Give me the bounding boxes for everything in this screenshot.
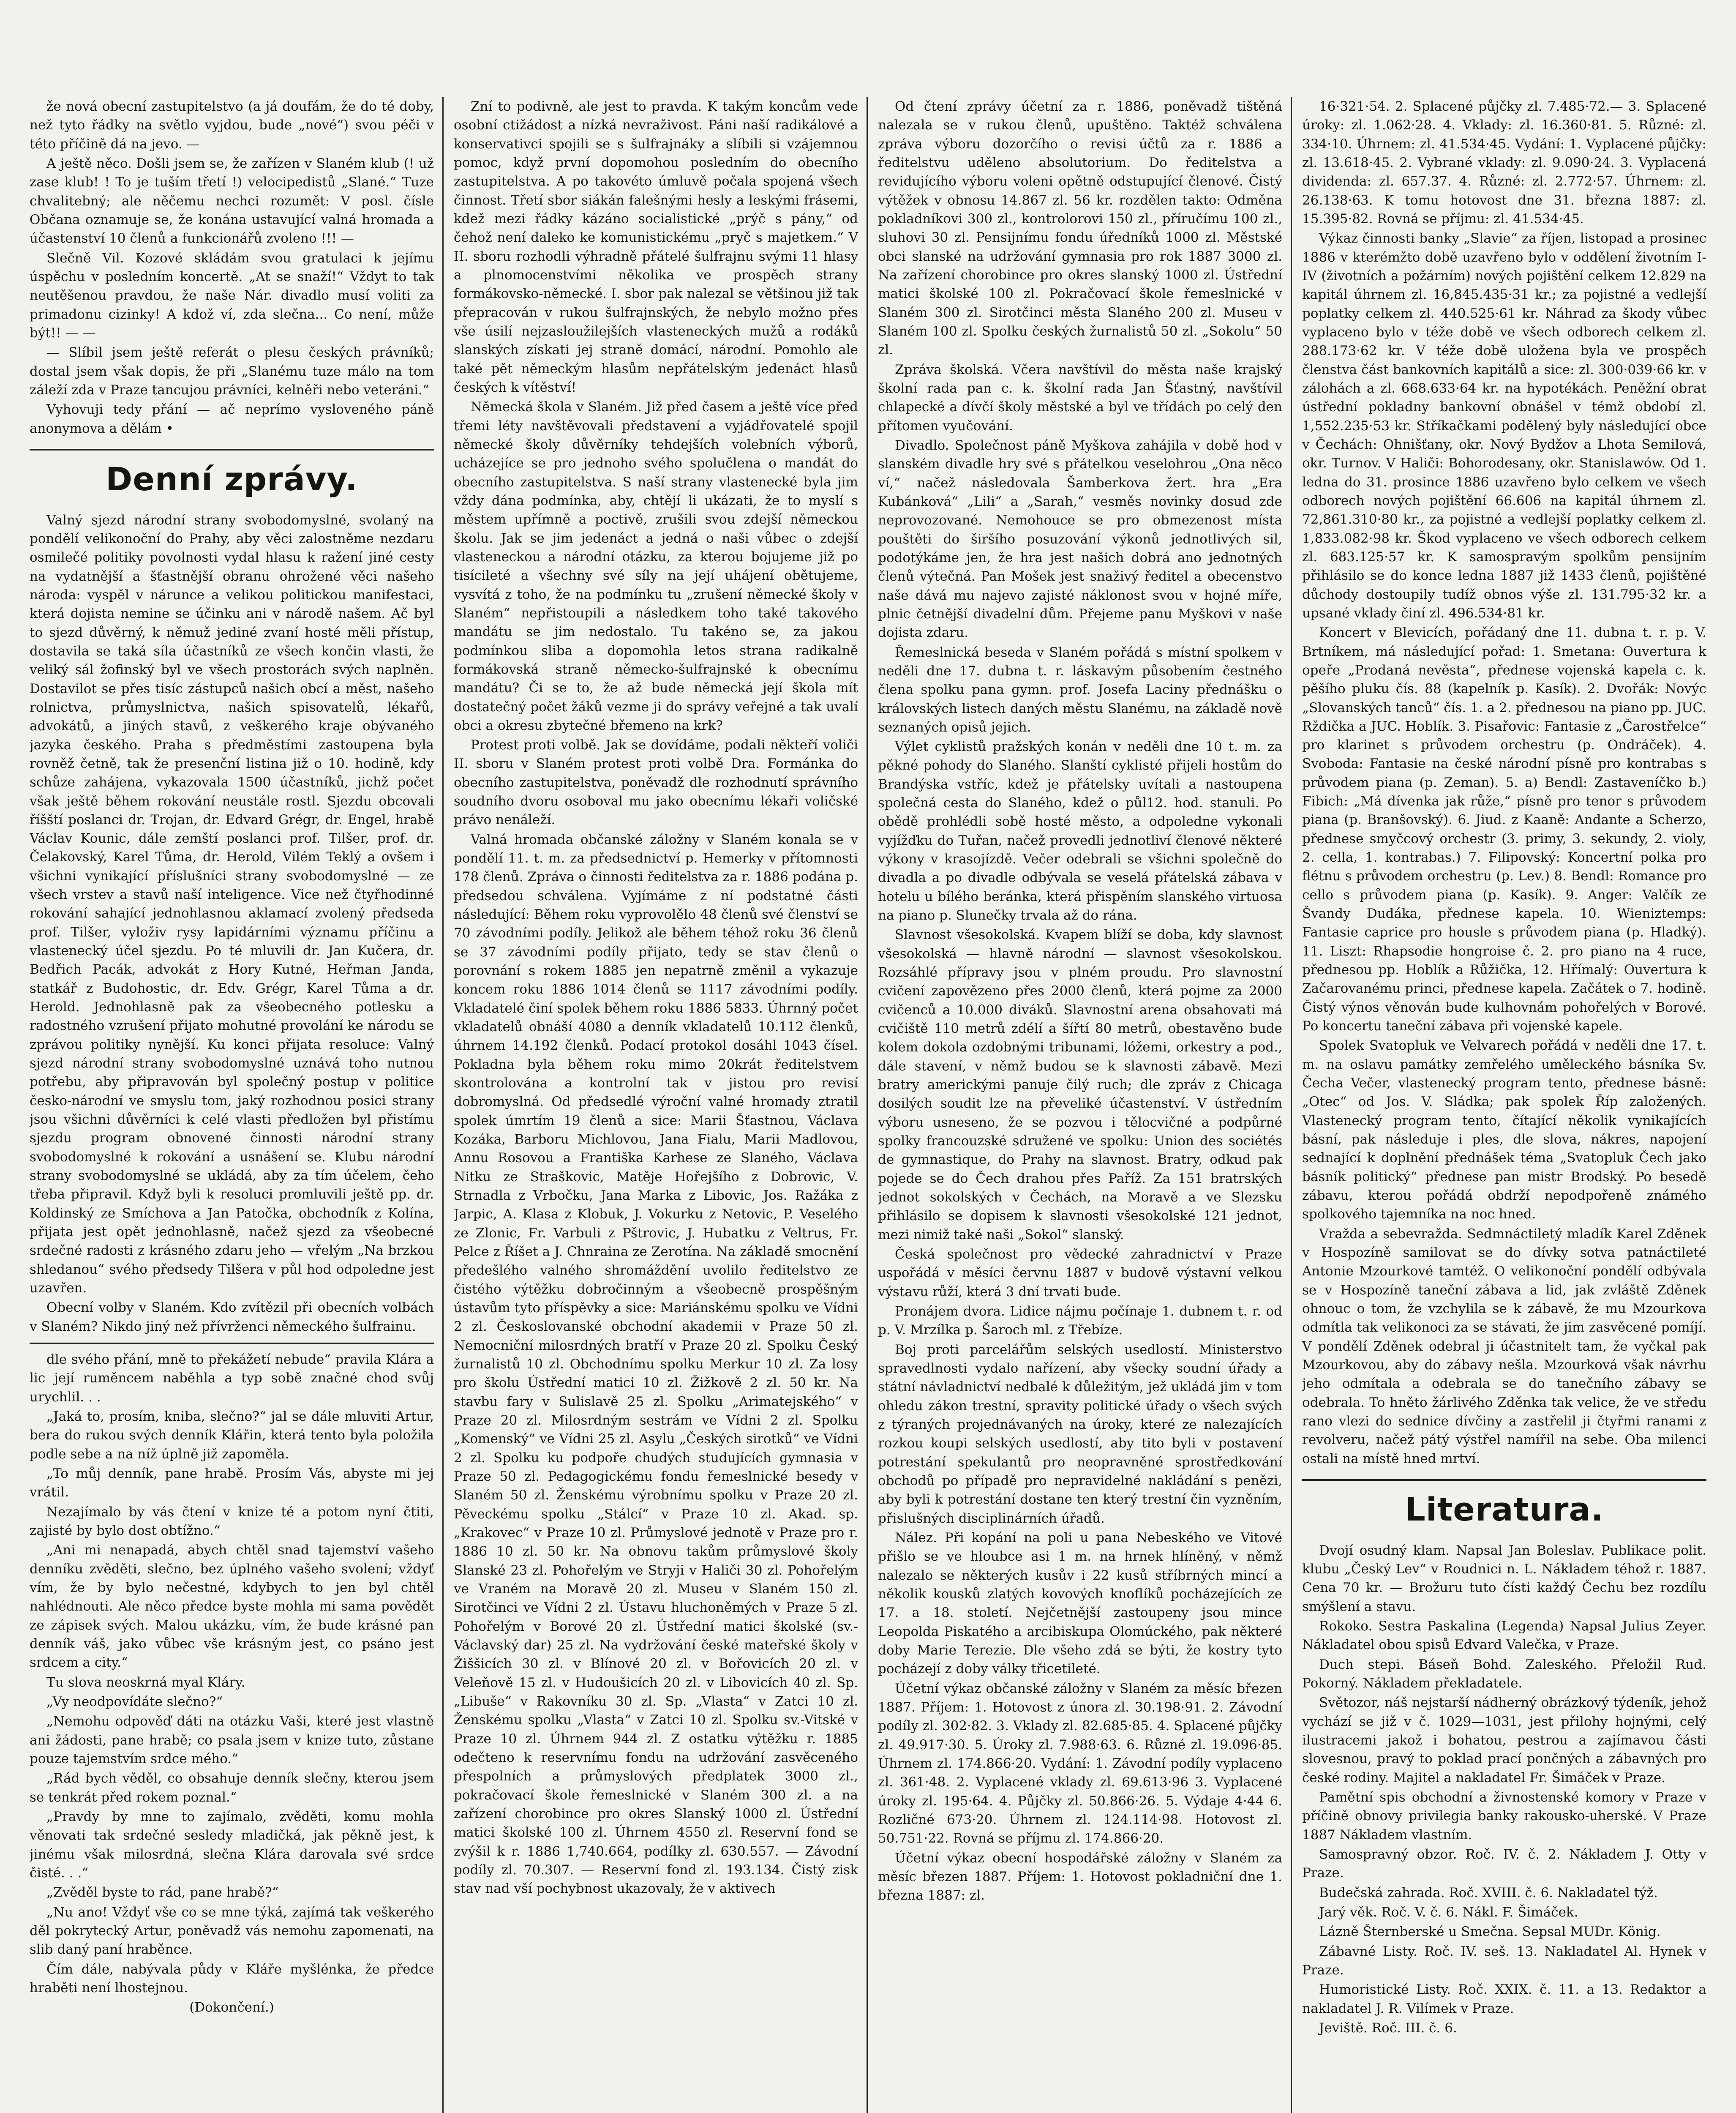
paragraph: Německá škola v Slaném. Již před časem a ještě více před třemi léty navštěvovali představení a vyjádřovatelé spojil německé školy důvěrníky tehdejších volebních výborů, ucházejíce se pro jednoho svého spolučlena o mandát do obecního zastupitelstva. S naší strany vlastenecké byla jim vždy dána podmínka, aby, chtějí li ukázati, že to myslí s městem upřímně a poctivě, zrušili svou zdejší německou školu. Jak se jim jedenáct a jedná o naši vůbec o zdejší vlasteneckou a národní otázku, za kterou bojujeme již po tisícileté a všechny své síly na její uhájení obětujeme, vysvítá z toho, že na podmínku tu „zrušení německé školy v Slaném“ nepřistoupili a následkem toho také takového mandátu se jim nedostalo. Tu takéno se, za jakou podmínkou sliba a dopomohla letos strana radikalně formákovská straně německo-šulfrajnské k obecnímu mandátu? Či se to, že až bude německá její škola mít dostatečný počet žáků vezme ji do správy veřejné a tak uvalí obci a okresu zbytečné břemeno na krk? xyxy=(454,399,858,733)
paragraph: „Vy neodpovídáte slečno?“ xyxy=(46,1694,223,1709)
paragraph: Zábavné Listy. Roč. IV. seš. 13. Nakladatel Al. Hynek v Praze. xyxy=(1302,1944,1706,1978)
paragraph: „Zvěděl byste to rád, pane hrabě?“ xyxy=(46,1885,279,1900)
paragraph: Pronájem dvora. Lidice nájmu počínaje 1. dubnem t. r. od p. V. Mrzílka p. Šaroch ml. z Třebíze. xyxy=(878,1304,1282,1338)
column-4 xyxy=(1302,97,1706,2113)
paragraph: Rokoko. Sestra Paskalina (Legenda) Napsal Julius Zeyer. Nákladatel obou spisů Edvard Valečka, v Praze. xyxy=(1302,1618,1706,1653)
paragraph: Koncert v Blevicích, pořádaný dne 11. dubna t. r. p. V. Brtníkem, má následující pořad: 1. Smetana: Ouvertura k opeře „Prodaná nevěsta“, přednese vojenská kapela c. k. pěšího pluku čís. 88 (kapelník p. Kasík). 2. Dvořák: Novýc „Slovanských tanců“ čís. 1. a 2. přednesou na piano pp. JUC. Rždička a JUC. Hoblík. 3. Pisařovic: Fantasie z „Čarostřelce“ pro klarinet s průvodem orchestru (p. Ondráček). 4. Svoboda: Fantasie na české národní písně pro kontrabas s průvodem piana (p. Zeman). 5. a) Bendl: Zastaveníčko b.) Fibich: „Má dívenka jak růže,“ písně pro tenor s průvodem piana (p. Branšovský). 6. Jiud. z Kaaně: Andante a Scherzo, přednese smyčcový orchestr (3. primy, 3. sekundy, 2. violy, 2. cella, 1. kontrabas.) 7. Filipovský: Koncertní polka pro flétnu s průvodem orchestru (p. Lev.) 8. Bendl: Romance pro cello s průvodem piana (p. Kasík). 9. Anger: Valčík ze Švandy Dudáka, přednese kapela. 10. Wieniztemps: Fantasie caprice pro housle s průvodem piana (p. Hladký). 11. Liszt: Rhapsodie hongroise č. 2. pro piano na 4 ruce, přednesou pp. Hoblík a Růžička, 12. Hřímalý: Ouvertura k Začarovanému princi, přednese kapela. Začátek o 7. hodině. Čistý výnos věnován bude kulhovnám pohořelých v Borové. Po koncertu taneční zábava při vojenské kapele. xyxy=(1302,625,1706,1034)
paragraph: Valný sjezd národní strany svobodomyslné, svolaný na pondělí velikonoční do Prahy, aby věci zalostněme nezdaru osmilečé politiky povolnosti vydal hlasu k ražení jiné cesty na vydatnější a šťastnější obranu ohrožené věci našeho národa: vyspěl v nárunce a velikou politickou manifestaci, která dojista nemine se účinku ani v národě našem. Ač byl to sjezd důvěrný, k němuž jediné zvaní hosté měli přístup, dostavila se taká síla účastníků ze všech končin vlasti, že veliký sál žofinský byl ve všech prostorách svých naplněn. Dostavilot se přes tisíc zástupců našich obcí a měst, našeho rolnictva, průmyslnictva, našich spisovatelů, lékařů, advokátů, a jiných stavů, z veškerého kraje obývaného jazyka českého. Praha s předměstími zastoupena byla rovněž četně, tak že presenční listina již o 10. hodině, kdy schůze zahájena, vykazovala 1500 účastníků, jichž počet však ještě během rokování neustále rostl. Sjezdu obcovali říšští poslanci dr. Trojan, dr. Edvard Grégr, dr. Engel, hrabě Václav Kounic, dále zemští poslanci prof. Tilšer, prof. dr. Čelakovský, Karel Tůma, dr. Herold, Vilém Teklý a ovšem i všichni vynikající příslušníci strany svobodomyslné — ze všech vrstev a stavů naší inteligence. Vice než čtyřhodinné rokování sahající jednohlasnou aklamací zvolený předseda prof. Tilšer, vyloživ rysy lapidárními významu příčinu a vlastenecký účel sjezdu. Po té mluvili dr. Jan Kučera, dr. Bedřich Pacák, advokát z Hory Kutné, Heřman Janda, statkář z Budohostic, dr. Edv. Grégr, Karel Tůma a dr. Herold. Jednohlasně pak za všeobecného potlesku a radostného vzrušení přijato mohutné provolání ke národu se zprávou politiky nynější. Ku konci přijata resoluce: Valný sjezd národní strany svobodomyslné uznává toho nutnou potřebu, aby připravován byl společný postup v politice česko-národní ve smyslu tom, jaký rozhodnou posici strany jsou všichni důvěrníci k celé vlasti předložen byl přistímu sjezdu program obnovené činnosti národní strany svobodomyslné k rokování a usnášení se. Klubu národní strany svobodomyslné se ukládá, aby za tím účelem, čeho třeba připravil. Když byli k resoluci promluvili ještě pp. dr. Koldinský ze Smíchova a Jan Patočka, obchodník z Kolína, přijata jest opět jednohlasně, načež sjezd za všeobecné srdečné radosti z krásného zdaru jeho — vřelým „Na brzkou shledanou“ svého předsedy Tilšera v půl hod odpoledne jest uzavřen. xyxy=(30,512,434,1296)
paragraph: Jeviště. Roč. III. č. 6. xyxy=(1319,2020,1457,2036)
paragraph: Valná hromada občanské záložny v Slaném konala se v pondělí 11. t. m. za předsednictví p. Hemerky v přítomnosti 178 členů. Zpráva o činnosti ředitelstva za r. 1886 podána p. předsedou schválena. Vyjímáme z ní podstatné části následující: Během roku vyprovolělo 48 členů své členství se 70 závodními podíly. Jelikož ale během téhož roku 36 členů se 37 závodními podíly přijato, tedy se stav členů o porovnání s rokem 1885 jen nepatrně změnil a vykazuje koncem roku 1886 1014 členů se 1117 závodními podíly. Vkladatelé činí spolek během roku 1886 5833. Úhrnný počet vkladatelů obnáší 4080 a denník vkladatelů 10.112 členků, úhrnem 14.192 členků. Podací protokol dosáhl 1043 čísel. Pokladna byla během roku mimo 20krát ředitelstvem skontrolována a kontrolní tak v jistou pro revisí dobromyslná. Od předsedlé výroční valné hromady ztratil spolek úmrtím 19 členů a sice: Marii Šťastnou, Václava Kozáka, Barboru Michlovou, Jana Fialu, Marii Madlovou, Annu Rosovou a Františka Karhese ze Slaného, Václava Nitku ze Straškovic, Matěje Hořejšího z Dobrovic, V. Strnadla z Vrbočku, Jana Marka z Libovic, Jos. Ražáka z Jarpic, A. Klasa z Klobuk, J. Vokurku z Netovic, P. Veselého ze Zlonic, Fr. Varbuli z Pštrovic, J. Hubatku z Veltrus, Fr. Pelce z Říšet a J. Chnraina ze Zerotína. Na základě smocnění předešlého valného shromáždění uvolilo ředitelstvo ze čistého výtěžku dobročinným a všeobecně prospěšným ústavům tyto příspěvky a sice: Mariánskému spolku ve Vídni 2 zl. Českoslovanské obchodní akademii v Praze 50 zl. Nemocniční milosrdných bratří v Praze 20 zl. Spolku Český žurnalistů 10 zl. Obchodnímu spolku Merkur 10 zl. Za losy pro školu Ústřední matici 10 zl. Žižkově 2 zl. 50 kr. Na stavbu fary v Sulislavě 25 zl. Spolku „Arimatejského“ v Praze 20 zl. Milosrdným sestrám ve Vídni 2 zl. Spolku „Komenský“ ve Vídni 25 zl. Asylu „Českých sirotků“ ve Vídni 2 zl. Spolku ku podpoře chudých studujících gymnasia v Praze 50 zl. Pedagogickému fondu řemeslnické besedy v Slaném 50 zl. Ženskému výrobnímu spolku v Praze 20 zl. Pěveckému spolku „Stálcí“ v Praze 10 zl. Akad. sp. „Krakovec“ v Praze 10 zl. Průmyslové jednotě v Praze pro r. 1886 10 zl. 50 kr. Na obnovu takům průmyslové školy Slanské 23 zl. Pohořelým ve Stryji v Haliči 30 zl. Pohořelým ve Vraném na Moravě 20 zl. Museu v Slaném 150 zl. Sirotčinci ve Vídni 2 zl. Ústavu hluchoněmých v Praze 5 zl. Pohořelým v Borové 20 zl. Ústřední matici školské (sv.-Václavský dar) 25 zl. Na vydržování české mateřské školy v Žiššicích 30 zl. v Blínové 20 zl. v Bořovicích 20 zl. v Veleňově 15 zl. v Hudoušicích 20 zl. v Libovicích 40 zl. Sp. „Libuše“ v Rakovníku 30 zl. Sp. „Vlasta“ v Zatci 10 zl. Ženskému spolku „Vlasta“ v Zatci 10 zl. Spolku sv.-Vitské v Praze 10 zl. Úhrnem 944 zl. Z ostatku výtěžku r. 1885 odečteno k reservnímu fondu na udržování zasvěceného přespolních a průmyslových předplatek 3000 zl., pokračovací škole řemeslnické v Slaném 300 zl. a na zařízení chorobince pro okres Slanský 1000 zl. Ústřední matici školské 100 zl. Úhrnem 4550 zl. Reservní fond se zvýšil k r. 1886 1,740.664, podílky zl. 630.557. — Závodní podíly zl. 70.307. — Reservní fond zl. 193.134. Čistý zisk stav nad vší pochybnost ukazovaly, že v aktivech xyxy=(454,832,858,1897)
column-3 xyxy=(878,97,1292,2113)
col1-top xyxy=(30,97,434,438)
paragraph: Od čtení zprávy účetní za r. 1886, poněvadž tištěná nalezala se v rukou členů, upuštěno. Taktéž schválena zpráva výboru dozorčího o revisi účtů za r. 1886 a ředitelstvu uděleno absolutorium. Do ředitelstva a revidujícího výboru voleni opětně odstupující členové. Čistý výtěžek v obnosu 14.867 zl. 56 kr. rozdělen takto: Odměna pokladníkovi 300 zl., kontrolorovi 150 zl., příručímu 100 zl., sluhovi 30 zl. Pensijnímu fondu úředníků 1000 zl. Městské obci slanské na udržování gymnasia pro rok 1887 3000 zl. Na zařízení chorobince pro okres slanský 1000 zl. Ústřední matici školské 100 zl. Pokračovací škole řemeslnické v Slaném 300 zl. Sirotčinci města Slaného 200 zl. Museu v Slaném 100 zl. Spolku českých žurnalistů 50 zl. „Sokolu“ 50 zl. xyxy=(878,99,1282,358)
paragraph: Výkaz činnosti banky „Slavie“ za říjen, listopad a prosinec 1886 v kterémžto době uzavřeno bylo v oddělení životním I-IV (životních a požárním) nových pojištění celkem 12.829 na kapitál úhrnem zl. 16,845.435·31 kr.; za pojistné a vedlejší poplatky celkem zl. 440.525·61 kr. Náhrad za škody vůbec vyplaceno bylo v téže době ve všech odborech celkem zl. 288.173·62 kr. V téže době uložena byla ve prospěch členstva část bankovních kapitálů a sice: zl. 300·039·66 kr. v zálohách a zl. 668.633·64 kr. na hypotékách. Peněžní obrat ústřední pokladny bankovní obnášel v témž období zl. 1,552.235·53 kr. Stříkačkami podělený byly následující obce v Čechách: Ohnišťany, okr. Nový Bydžov a Lhota Semilová, okr. Turnov. V Haliči: Bohorodesany, okr. Stanislawów. Od 1. ledna do 31. prosince 1886 uzavřeno bylo celkem ve všech odborech nových pojištění 66.606 na kapitál úhrnem zl. 72,861.310·80 kr., za pojistné a vedlejší poplatky celkem zl. 1,833.082·98 kr. Škod vyplaceno ve všech odborech celkem zl. 683.125·57 kr. K samospravým spolkům pensijním přihlásilo se do konce ledna 1887 již 1433 členů, pojištěné důchody dostoupily tudíž obnos výše zl. 131.795·32 kr. a upsané vklady činí zl. 496.534·81 kr. xyxy=(1302,231,1706,621)
paragraph: že nová obecní zastupitelstvo (a já doufám, že do té doby, než tyto řádky na světlo vyjdou, bude „nové“) svou péči v této příčině dá na jevo. — xyxy=(30,99,434,152)
column-1 xyxy=(30,97,444,2113)
paragraph: Spolek Svatopluk ve Velvarech pořádá v neděli dne 17. t. m. na oslavu památky zemřelého uměleckého básníka Sv. Čecha Večer, vlastenecký program tento, přednese básně: „Otec“ od Jos. V. Sládka; pak spolek Říp založených. Vlastenecký program tento, čítající několik vynikajících básní, pak následuje i ples, dle slova, nákres, napojení sednající k doplnění přednášek téma „Svatopluk Čech jako básník politický“ přednese pan mistr Brodský. Po besedě zábavu, kterou pořádá obdrží nepodpořeně známého spolkového tajemníka na noc hned. xyxy=(1302,1038,1706,1222)
story-end: (Dokončení.) xyxy=(189,2000,274,2015)
paragraph: Nález. Při kopání na poli u pana Nebeského ve Vitové přišlo se ve hloubce asi 1 m. na hrnek hlíněný, v němž nalezalo se některých kusův i 22 kusů stříbrných mincí a několik kousků zlatých kovových knoflíků pocházejících ze 17. a 18. století. Nejčetnější zastoupeny jsou mince Leopolda Piskatého a arcibiskupa Olomúckého, pak některé doby Marie Terezie. Dle všeho zdá se býti, že kostry tyto pocházejí z doby války třicetileté. xyxy=(878,1530,1282,1677)
paragraph: Zní to podivně, ale jest to pravda. K takým koncům vede osobní ctižádost a nízká nevraživost. Páni naší radikálové a konservativci spojili se s šulfrajnáky a slíbili si vzájemnou pomoc, když první dopomohou posledním do obecního zastupitelstva. A po takovéto úmluvě počala spojená všech činnost. Třetí sbor siákán falešnými hesly a leskými frásemi, kdež mezi řádky kázáno socialistické „prýč s pány,“ od čehož není daleko ke komunistickému „pryč s majetkem.“ V II. sboru rozhodli výhradně přátelé šulfrajnu svými 11 hlasy a plnomocenstvími několika ve prospěch strany formákovsko-německé. I. sbor pak nalezal se většinou již tak přepracován v rukou šulfrajnských, že nebylo možno přes vše úsilí nejzasloužilejších vlasteneckých mužů a rodáků slanských získati jej straně domácí, národní. Pomohlo ale také pět německým hlasům nepřátelským jedenáct hlasů českých k vítěství! xyxy=(454,99,858,395)
paragraph: Duch stepi. Báseň Bohd. Zaleského. Přeložil Rud. Pokorný. Nákladem překladatele. xyxy=(1302,1657,1706,1691)
columns xyxy=(30,97,1706,2113)
paragraph: Protest proti volbě. Jak se dovídáme, podali někteří voliči II. sboru v Slaném protest proti volbě Dra. Formánka do obecního zastupitelstva, poněvadž dle rozhodnutí správního soudního dvoru osoboval mu jako obecnímu lékaři voličské právo nenáleží. xyxy=(454,737,858,828)
paragraph: — Slíbil jsem ještě referát o plesu českých právníků; dostal jsem však dopis, že při „Slanému tuze málo na tom záleží zda v Praze tancujou právníci, kelněři nebo veteráni.“ xyxy=(30,345,434,398)
paragraph: 16·321·54. 2. Splacené půjčky zl. 7.485·72.— 3. Splacené úroky: zl. 1.062·28. 4. Vklady: zl. 16.360·81. 5. Různé: zl. 334·10. Úhrnem: zl. 41.534·45. Vydání: 1. Vyplacené půjčky: zl. 13.618·45. 2. Vybrané vklady: zl. 9.090·24. 3. Vyplacená dividenda: zl. 657.37. 4. Různé: zl. 2.772·57. Úhrnem: zl. 26.138·63. K tomu hotovost dne 31. března 1887: zl. 15.395·82. Rovná se příjmu: zl. 41.534·45. xyxy=(1302,99,1706,227)
paragraph: „Nu ano! Vždyť vše co se mne týká, zajímá tak veškerého děl pokrytecký Artur, poněvadž vás nemohu zapomenati, na slib daný paní hraběnce. xyxy=(30,1904,434,1957)
paragraph: Humoristické Listy. Roč. XXIX. č. 11. a 13. Redaktor a nakladatel J. R. Vilímek v Praze. xyxy=(1302,1982,1706,2016)
paragraph: Slečně Vil. Kozové skládám svou gratulaci k jejímu úspěchu v posledním koncertě. „At se snaží!“ Vždyt to tak neutěšenou pravdou, že naše Nár. divadlo musí voliti za primadonu cizinky! A kdož ví, zda slečna... Co není, může být!! — — xyxy=(30,250,434,341)
paragraph: „To můj denník, pane hrabě. Prosím Vás, abyste mi jej vrátil. xyxy=(30,1466,434,1500)
paragraph: Obecní volby v Slaném. Kdo zvítězil při obecních volbách v Slaném? Nikdo jiný než přívrženci německého šulfrainu. xyxy=(30,1300,434,1334)
paragraph: Vražda a sebevražda. Sedmnáctiletý mladík Karel Zděnek v Hospozíně samilovat se do dívky sotva patnáctileté Antonie Mzourkové tamtéž. O velikonoční pondělí odbývala se v Hospozíně taneční zábava a lid, jak zvláště Zděnek ohnouc o tom, že vzchylila se k zábavě, že mu Mzourkova odmítla tak velikonoci za se stávati, že jim zasvěcené pomíjí. V pondělí Zděnek odebral ji účastnitelt tam, že vyčkal pak Mzourkovou, aby do zábavy nešla. Mzourková však návrhu jeho odmítala a odebrala se do tanečního zábavy se odebrala. To hněto žárlivého Zděnka tak velice, že ve středu rano vlezi do sednice dívčiny a zastřelil ji čtyřmi ranami z revolveru, načež pátý výstřel namířil na sebe. Oba milenci ostali na místě hned mrtví. xyxy=(1302,1226,1706,1466)
paragraph: Světozor, náš nejstarší nádherný obrázkový týdeník, jehož vychází se již v č. 1029—1031, jest přilohy hojnými, celý ilustracemi jakož i bohatou, pestrou a zajímavou části slovesnou, pravý to poklad prací pončných a zábavných pro české rodiny. Majitel a nakladatel Fr. Šimáček v Praze. xyxy=(1302,1695,1706,1785)
paragraph: „Nemohu odpověď dáti na otázku Vaši, které jest vlastně ani žádosti, pane hrabě; co psala jsem v knize tuto, zůstane pouze tajemstvím srdce mého.“ xyxy=(30,1714,434,1766)
paragraph: Slavnost všesokolská. Kvapem blíží se doba, kdy slavnost všesokolská — hlavně národní — slavnost všesokolskou. Rozsáhlé přípravy jsou v plném proudu. Pro slavnostní cvičení zapovězeno přes 2000 členů, která pojme za 2000 cvičenců a 10.000 diváků. Slavnostní arena obsahovati má cvičiště 110 metrů zdélí a šířtí 80 metrů, obestavěno bude kolem dokola ozdobnými tribunami, lóžemi, orkestry a pod., dále stavení, v němž budou se k slavnosti zábavě. Mezi bratry americkými panuje čilý ruch; dle zpráv z Chicaga dosilých soudit lze na převeliké účastenství. V ústředním výboru usneseno, že se pozvou i tělocvičné a podpůrné spolky francouzské sdružené ve spolku: Union des sociétés de gymnastique, do Prahy na slavnost. Bratry, odkud pak pojede se do Čech drahou přes Paříž. Za 151 bratrských jednot sokolských v Čechách, na Moravě a ve Slezsku přihlásilo se dopisem k slavnosti všesokolské 121 jednot, mezi nimiž také naši „Sokol“ slanský. xyxy=(878,927,1282,1242)
col1-news xyxy=(30,511,434,1336)
paragraph: Lázně Šternberské u Smečna. Sepsal MUDr. König. xyxy=(1319,1924,1661,1940)
paragraph: Boj proti parcelářům selských usedlostí. Ministerstvo spravedlnosti vydalo nařízení, aby všecky soudní úřady a státní návladnictví nedbalé k důležitým, jež ukládá jim v tom ohledu zákon trestní, spravity politické úřady o všech svých z týraných projednávaných na úroky, které ze nalezajících rozkou koupi selských usedlostí, aby tito byli v postavení potrestání spekulantů pro neopravněné sprostředkování obchodů po případě pro nepravidelné nakládání s penězi, aby byli k potrestání dostane ten který trestní čin vyzněním, přislušných disciplinárních úřadů. xyxy=(878,1342,1282,1526)
col1-story xyxy=(30,1350,434,2017)
column-2 xyxy=(454,97,868,2113)
paragraph: Jarý věk. Roč. V. č. 6. Nákl. F. Šimáček. xyxy=(1319,1904,1578,1920)
paragraph: Nezajímalo by vás čtení v knize té a potom nyní čtiti, zajisté by bylo dost obtížno.“ xyxy=(30,1504,434,1538)
section-title-literatura: Literatura. xyxy=(1302,1479,1706,1533)
paragraph: Divadlo. Společnost páně Myškova zahájila v době hod v slanském divadle hry své s přátelkou veselohrou „Ona něco ví,“ načež následovala Šamberkova žert. hra „Era Kubánková“ „Lili“ a „Sarah,“ vesměs novinky dosud zde neprovozované. Nemohouce se pro obmezenost místa pouštěti do širšího posuzování výkonů jednotlivých sil, podotýkáme jen, že hra jest našich dobrá ano jednotných členů výtečná. Pan Mošek jest snaživý ředitel a obecenstvo naše dává mu najevo zajisté náklonost svou v hojné míře, plnic četnější divadelní dům. Přejeme panu Myškovi v naše dojista zdaru. xyxy=(878,437,1282,641)
paragraph: „Rád bych věděl, co obsahuje denník slečny, kterou jsem se tenkrát před rokem poznal.“ xyxy=(30,1771,434,1805)
paragraph: Tu slova neoskrná myal Kláry. xyxy=(46,1674,245,1690)
paragraph: Čím dále, nabývala půdy v Kláře myšlénka, že předce hraběti není lhostejnou. xyxy=(30,1961,434,1996)
section-title-denni-zpravy: Denní zprávy. xyxy=(30,449,434,502)
paragraph: Výlet cyklistů pražských konán v neděli dne 10 t. m. za pěkné pohody do Slaného. Slanští cyklisté přijeli hostům do Brandýska vstříc, kdež je přátelsky uvítali a nastoupena společná cesta do Slaného, kdež o půl12. hod. stanuli. Po obědě prohlédli sobě hosté město, a odpoledne vykonali vyjížďku do Tuřan, načež provedli jednotliví členové některé výkony v krasojízdě. Večer odebrali se všichni společně do divadla a po divadle odbývala se veselá přátelská zábava v hotelu u bílého beránka, která přispěním slanského virtuosa na piano p. Slunečky trvala až do rána. xyxy=(878,739,1282,923)
paragraph: Pamětní spis obchodní a živnostenské komory v Praze v příčině obnovy privilegia banky rakousko-uherské. V Praze 1887 Nákladem vlastním. xyxy=(1302,1789,1706,1843)
paragraph: „Ani mi nenapadá, abych chtěl snad tajemství vašeho denníku zvěděti, slečno, bez úplného vašeho svolení; vždyť vím, že by bylo nečestné, kdybych to jen byl chtěl nahlédnouti. Ale něco předce byste mohla mi sama povědět ze zápisek svých. Malou ukázku, vím, že bude krásné pan denník váš, jako vůbec vše krásným jest, co psáno jest srdcem a city.“ xyxy=(30,1542,434,1671)
paragraph: Vyhovuji tedy přání — ač neprímo vysloveného páně anonymova a dělám • xyxy=(30,402,434,436)
paragraph: Účetní výkaz občanské záložny v Slaném za měsíc březen 1887. Příjem: 1. Hotovost z února zl. 30.198·91. 2. Závodní podíly zl. 302·82. 3. Vklady zl. 82.685·85. 4. Splacené půjčky zl. 49.917·30. 5. Úroky zl. 7.988·63. 6. Různé zl. 19.096·85. Úhrnem zl. 174.866·20. Vydání: 1. Závodní podíly vyplaceno zl. 361·48. 2. Vyplacené vklady zl. 69.613·96 3. Vyplacené úroky zl. 195·64. 4. Půjčky zl. 50.866·26. 5. Výdaje 4·44 6. Rozličné 673·20. Úhrnem zl. 124.114·98. Hotovost zl. 50.751·22. Rovná se příjmu zl. 174.866·20. xyxy=(878,1681,1282,1846)
paragraph: Účetní výkaz obecní hospodářské záložny v Slaném za měsíc březen 1887. Příjem: 1. Hotovost pokladniční dne 1. března 1887: zl. xyxy=(878,1850,1282,1903)
divider xyxy=(30,1343,434,1344)
paragraph: „Pravdy by mne to zajímalo, zvěděti, komu mohla věnovati tak srdečné sesledy mladičká, jak pěkně jest, k jinému však milosrdná, slečna Klára darovala své srdce čisté. . .“ xyxy=(30,1809,434,1881)
paragraph: Zpráva školská. Včera navštívil do města naše krajský školní rada pan c. k. školní rada Jan Šťastný, navštívil chlapecké a dívčí školy městské a byl ve třídách po celý den přítomen vyučování. xyxy=(878,362,1282,434)
paragraph: Česká společnost pro vědecké zahradnictví v Praze uspořádá v měsíci červnu 1887 v budově výstavní velkou výstavu růží, která 3 dní trvati bude. xyxy=(878,1247,1282,1299)
paragraph: A ještě něco. Došli jsem se, že zařízen v Slaném klub (! už zase klub! ! To je tuším třetí !) velocipedistů „Slané.“ Tuze chvalitebný; ale něčemu nechci rozumět: V posl. čísle Občana oznamuje se, že konána ustavující valná hromada a účastenství 10 členů a funkcionářů zvoleno !!! — xyxy=(30,156,434,246)
paragraph: „Jaká to, prosím, kniba, slečno?“ jal se dále mluviti Artur, bera do rukou svých denník Klářin, která tento byla položila podle sebe a na níž úplně již zapoměla. xyxy=(30,1409,434,1462)
paragraph: Budečská zahrada. Roč. XVIII. č. 6. Nakladatel týž. xyxy=(1319,1885,1658,1900)
paragraph: Řemeslnická beseda v Slaném pořádá s místní spolkem v neděli dne 17. dubna t. r. láskavým působením čestného člena spolku pana gymn. prof. Josefa Laciny přednášku o královských listech daných městu Slanému, na základě nově seznaných opisů jejich. xyxy=(878,644,1282,735)
paragraph: Dvojí osudný klam. Napsal Jan Boleslav. Publikace polit. klubu „Český Lev“ v Roudnici n. L. Nákladem téhož r. 1887. Cena 70 kr. — Brožuru tuto čísti každý Čechu bez rozdílu smýšlení a stavu. xyxy=(1302,1542,1706,1614)
paragraph: dle svého přání, mně to překážetí nebude“ pravila Klára a lic její ruměncem naběhla a typ sobě značné chod svůj urychlil. . . xyxy=(30,1352,434,1405)
paragraph: Samospravný obzor. Roč. IV. č. 2. Nákladem J. Otty v Praze. xyxy=(1302,1846,1706,1881)
